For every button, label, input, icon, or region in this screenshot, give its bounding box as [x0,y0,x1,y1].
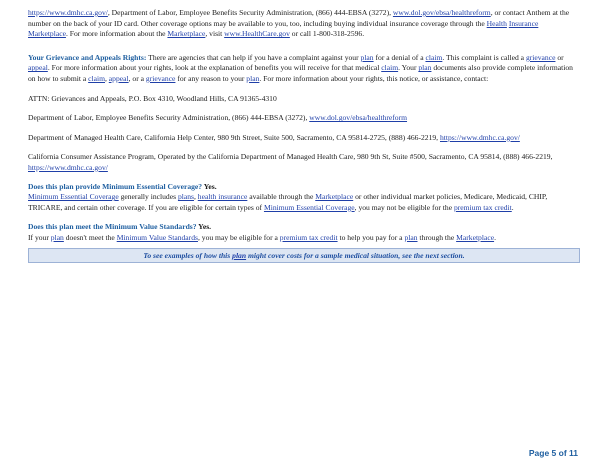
premium-tax-credit-link[interactable]: premium tax credit [279,232,338,242]
claim-link[interactable]: claim [381,63,399,73]
ccap-contact [28,152,580,173]
attn-address: ATTN: Grievances and Appeals, P.O. Box 4310, Woodland Hills, CA 91365-4310 [28,93,277,103]
intro-paragraph [28,8,580,40]
dmhc-link[interactable]: https://www.dmhc.ca.gov/ [28,162,108,172]
plan-link[interactable]: plan [50,232,64,242]
dol-contact-text: Department of Labor, Employee Benefits Security Administration, (866) 444-EBSA (3272), [28,113,310,123]
next-section-banner [28,248,580,263]
grievance-text: . For more information about your rights, this notice, or assistance, contact: [259,73,489,83]
grievance-text: , or a [128,73,146,83]
mec-paragraph [28,192,580,213]
mec-question-text: Does this plan provide Minimum Essential Coverage? [28,181,203,191]
grievance-link[interactable]: grievance [145,73,176,83]
dol-link[interactable]: www.dol.gov/ebsa/healthreform [309,113,408,123]
grievance-text: documents also provide complete information on how to submit a [28,63,573,83]
healthcare-gov-link[interactable]: www.HealthCare.gov [224,29,290,39]
claim-link[interactable]: claim [425,52,443,62]
marketplace-link[interactable]: Marketplace [167,29,206,39]
grievance-link[interactable]: grievance [525,52,556,62]
marketplace-link[interactable]: Marketplace [315,192,354,202]
mvs-text: doesn't meet the [63,232,117,242]
grievance-heading: Your Grievance and Appeals Rights: [28,52,147,62]
dmhc-contact [28,133,580,144]
page-number: Page 5 of 11 [528,448,578,458]
minimum-value-standards-link[interactable]: Minimum Value Standards [116,232,198,242]
mec-text: , you may not be eligible for the [354,202,454,212]
mvs-answer: Yes. [196,222,212,232]
plan-link[interactable]: plan [404,232,418,242]
mec-question [28,182,580,193]
intro-text: or call 1-800-318-2596. [289,29,365,39]
plan-link[interactable]: plan [360,52,374,62]
mec-text: or other individual market policies, Medicare, Medicaid, CHIP, TRICARE, and certain other coverage. If you are eligible for certain types of [28,192,548,212]
mvs-question [28,222,580,233]
marketplace-link[interactable]: Marketplace [28,29,66,39]
mec-text: generally includes [118,192,178,202]
minimum-essential-coverage-link[interactable]: Minimum Essential Coverage [263,202,355,212]
intro-text: , visit [205,29,225,39]
document-page [28,8,580,263]
minimum-essential-coverage-link[interactable]: Minimum Essential Coverage [28,192,119,202]
grievance-text: . Your [398,63,419,73]
grievance-text: There are agencies that can help if you have a complaint against your [146,52,361,62]
plan-link[interactable]: plan [232,250,247,260]
mvs-paragraph [28,233,580,244]
grievance-text: for a denial of a [373,52,426,62]
mec-text: , [193,192,198,202]
health-link[interactable]: Health [486,18,507,28]
mvs-question-text: Does this plan meet the Minimum Value Standards? [28,222,197,232]
health-insurance-link[interactable]: health insurance [197,192,248,202]
mvs-text: If your [28,232,51,242]
dmhc-contact-text: Department of Managed Health Care, California Help Center, 980 9th Street, Suite 500, Sacramento, CA 95814-2725, (888) 466-2219, [28,132,440,142]
grievance-text: , [105,73,109,83]
premium-tax-credit-link[interactable]: premium tax credit [453,202,512,212]
grievance-text: or [555,52,564,62]
mvs-text: through the [417,232,457,242]
intro-text: . For more information about the [65,29,168,39]
mec-answer: Yes. [202,181,217,191]
intro-text: , Department of Labor, Employee Benefits Security Administration, (866) 444-EBSA (3272), [107,8,393,17]
grievance-paragraph [28,53,580,85]
mec-text: . [511,202,514,212]
grievance-text: . For more information about your rights, look at the explanation of benefits you will receive for that medical [47,63,382,73]
marketplace-link[interactable]: Marketplace [456,232,495,242]
banner-text: To see examples of how this [143,250,233,260]
plan-link[interactable]: plan [418,63,432,73]
appeal-link[interactable]: appeal [108,73,129,83]
mec-text: available through the [247,192,316,202]
dmhc-link[interactable]: https://www.dmhc.ca.gov/ [28,8,108,17]
insurance-link[interactable]: Insurance [508,18,539,28]
plans-link[interactable]: plans [177,192,194,202]
ccap-contact-text: California Consumer Assistance Program, Operated by the California Department of Managed Health Care, 980 9th St, Suite #500, Sacramento, CA 95814, (888) 466-2219, [28,152,553,162]
appeal-link[interactable]: appeal [28,63,48,73]
plan-link[interactable]: plan [246,73,260,83]
mvs-text: to help you pay for a [337,232,405,242]
grievance-text: for any reason to your [175,73,247,83]
mvs-text: . [494,232,496,242]
banner-text: might cover costs for a sample medical situation, see the next section. [246,250,465,260]
mvs-text: , you may be eligible for a [197,232,280,242]
dol-link[interactable]: www.dol.gov/ebsa/healthreform [392,8,491,17]
claim-link[interactable]: claim [88,73,105,83]
grievance-text: . This complaint is called a [442,52,526,62]
dmhc-link[interactable]: https://www.dmhc.ca.gov/ [439,132,520,142]
intro-text: , or contact Anthem at the number on the back of your ID card. Other coverage options may be available to you, too, including buying individual insurance coverage through the [28,8,570,28]
dol-contact [28,113,580,124]
